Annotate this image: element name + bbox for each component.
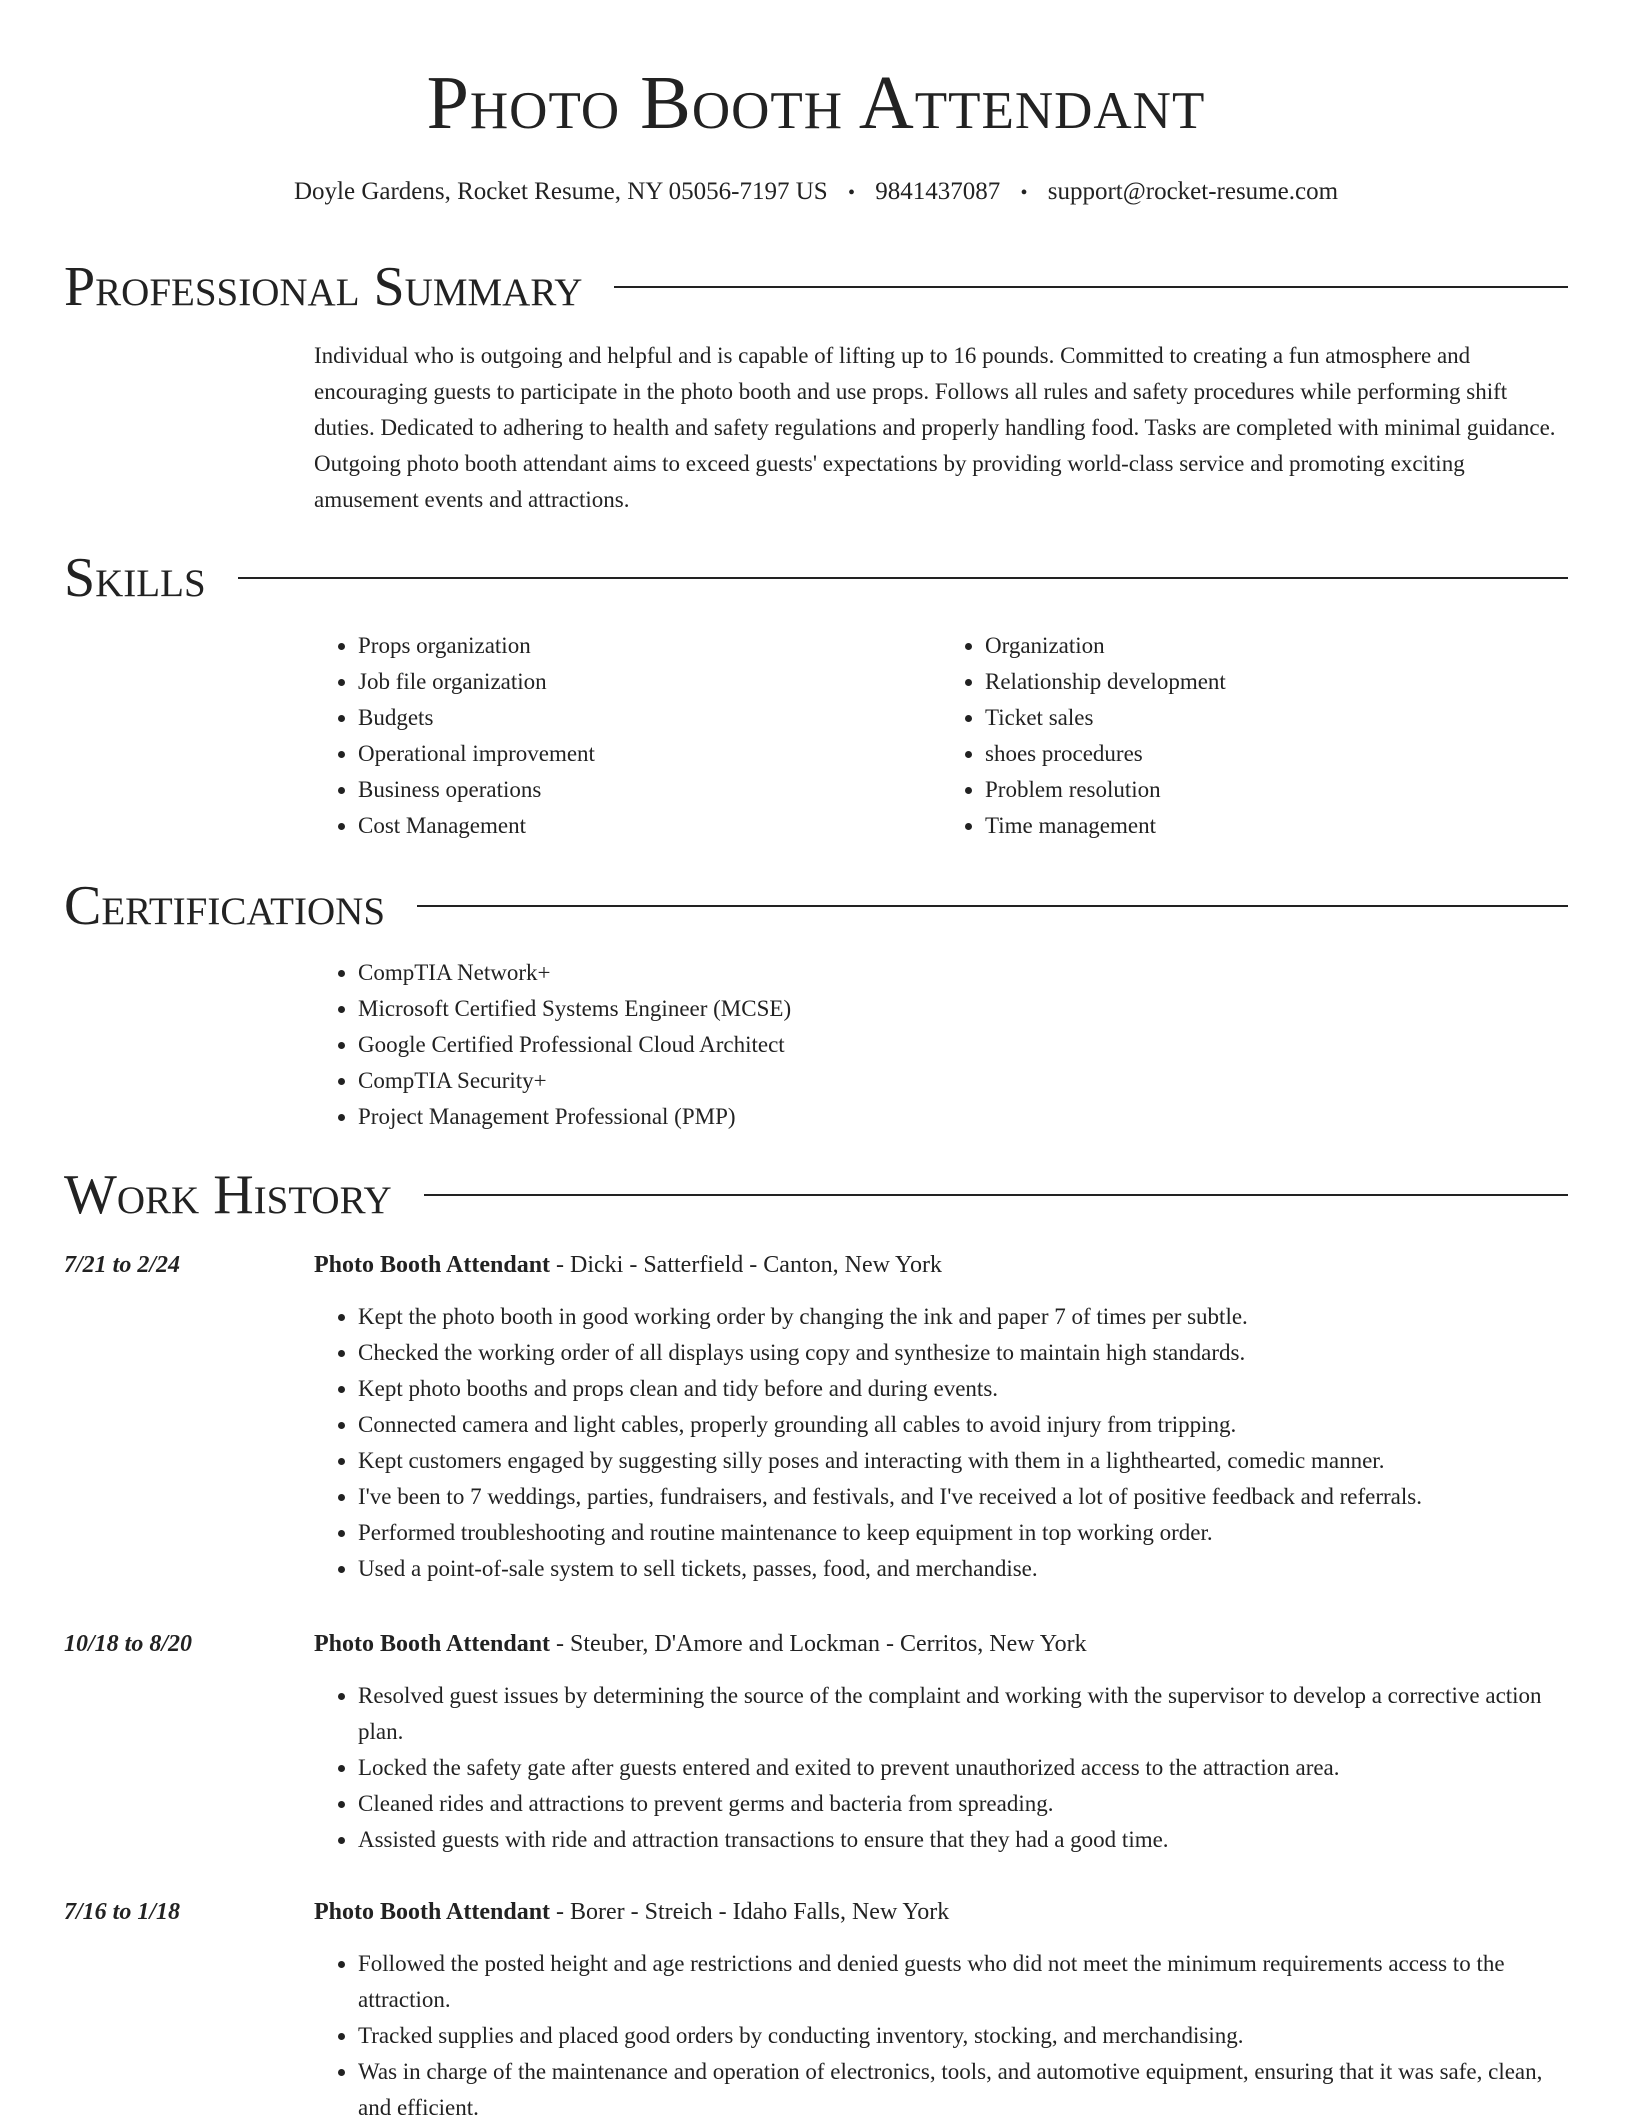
resume-name: Photo Booth Attendant	[426, 61, 1206, 145]
skill-item: • shoes procedures	[985, 736, 1568, 772]
job-employer: - Borer - Streich - Idaho Falls, New York	[550, 1899, 950, 1925]
contact-address: Doyle Gardens, Rocket Resume, NY 05056-7197 US	[293, 178, 828, 205]
summary-section-title: Professional Summary	[64, 256, 583, 318]
contact-separator: •	[1020, 182, 1028, 204]
skill-item: • Ticket sales	[985, 700, 1568, 736]
job-duty-item: • I've been to 7 weddings, parties, fundraisers, and festivals, and I've received a lot of positive feedback and referrals.	[358, 1479, 1568, 1515]
section-divider	[614, 286, 1568, 288]
job-duty-item: • Tracked supplies and placed good orders by conducting inventory, stocking, and merchandising.	[358, 2018, 1568, 2054]
work-history-section-title: Work History	[64, 1164, 392, 1226]
certifications-block	[314, 955, 1568, 1135]
job-duties	[314, 1299, 1568, 1587]
job-duty-item: • Locked the safety gate after guests entered and exited to prevent unauthorized access to the attraction area.	[358, 1750, 1568, 1786]
contact-separator: •	[847, 182, 855, 204]
job-duty-item: • Followed the posted height and age restrictions and denied guests who did not meet the minimum requirements access to the attraction.	[358, 1946, 1568, 2018]
job-duty-item: • Assisted guests with ride and attraction transactions to ensure that they had a good time.	[358, 1822, 1568, 1858]
job-duties-list	[314, 1678, 1568, 1858]
certification-item: • Google Certified Professional Cloud Architect	[358, 1027, 1568, 1063]
work-history-section-header	[64, 1163, 1568, 1227]
skill-item: • Job file organization	[358, 664, 941, 700]
job-duty-item: • Was in charge of the maintenance and operation of electronics, tools, and automotive equipment, ensuring that it was safe, clean, and efficient.	[358, 2054, 1568, 2126]
job-duty-item: • Used a point-of-sale system to sell tickets, passes, food, and merchandise.	[358, 1551, 1568, 1587]
certification-item: • Microsoft Certified Systems Engineer (MCSE)	[358, 991, 1568, 1027]
contact-line	[0, 174, 1632, 211]
job-entry	[64, 1626, 1568, 1858]
job-duties	[314, 1946, 1568, 2126]
job-duty-item: • Kept photo booths and props clean and tidy before and during events.	[358, 1371, 1568, 1407]
job-title: Photo Booth Attendant	[314, 1252, 551, 1278]
skill-item: • Problem resolution	[985, 772, 1568, 808]
section-divider	[238, 577, 1568, 579]
job-dates: 7/21 to 2/24	[64, 1252, 181, 1278]
certification-item: • Project Management Professional (PMP)	[358, 1099, 1568, 1135]
skills-columns	[314, 628, 1568, 844]
job-dates: 10/18 to 8/20	[64, 1631, 193, 1657]
skills-section-title: Skills	[64, 547, 206, 609]
job-header	[64, 1247, 1568, 1283]
job-duties-list	[314, 1299, 1568, 1587]
certifications-section-title: Certifications	[64, 875, 386, 937]
job-duty-item: • Kept the photo booth in good working order by changing the ink and paper 7 of times per subtle.	[358, 1299, 1568, 1335]
certifications-section-header	[64, 874, 1568, 938]
job-dates: 7/16 to 1/18	[64, 1899, 181, 1925]
skills-section-header	[64, 546, 1568, 610]
section-divider	[417, 905, 1568, 907]
job-duty-item: • Cleaned rides and attractions to prevent germs and bacteria from spreading.	[358, 1786, 1568, 1822]
skills-list-left	[314, 628, 941, 844]
certifications-list	[314, 955, 1568, 1135]
job-header	[64, 1894, 1568, 1930]
job-entry	[64, 1247, 1568, 1587]
job-entry	[64, 1894, 1568, 2126]
job-duty-item: • Kept customers engaged by suggesting silly poses and interacting with them in a lighthearted, comedic manner.	[358, 1443, 1568, 1479]
job-employer: - Steuber, D'Amore and Lockman - Cerritos, New York	[550, 1631, 1087, 1657]
certification-item: • CompTIA Network+	[358, 955, 1568, 991]
section-divider	[424, 1194, 1568, 1196]
skill-item: • Props organization	[358, 628, 941, 664]
job-employer: - Dicki - Satterfield - Canton, New York	[550, 1252, 942, 1278]
skill-item: • Relationship development	[985, 664, 1568, 700]
skill-item: • Organization	[985, 628, 1568, 664]
skill-item: • Budgets	[358, 700, 941, 736]
job-duties	[314, 1678, 1568, 1858]
job-title: Photo Booth Attendant	[314, 1899, 551, 1925]
job-duty-item: • Performed troubleshooting and routine maintenance to keep equipment in top working order.	[358, 1515, 1568, 1551]
contact-phone: 9841437087	[875, 178, 1001, 205]
skill-item: • Time management	[985, 808, 1568, 844]
summary-section-header	[64, 255, 1568, 319]
certification-item: • CompTIA Security+	[358, 1063, 1568, 1099]
job-duty-item: • Checked the working order of all displays using copy and synthesize to maintain high standards.	[358, 1335, 1568, 1371]
job-duty-item: • Resolved guest issues by determining the source of the complaint and working with the supervisor to develop a corrective action plan.	[358, 1678, 1568, 1750]
job-duties-list	[314, 1946, 1568, 2126]
job-header	[64, 1626, 1568, 1662]
contact-email: support@rocket-resume.com	[1047, 178, 1339, 205]
job-duty-item: • Connected camera and light cables, properly grounding all cables to avoid injury from tripping.	[358, 1407, 1568, 1443]
skill-item: • Cost Management	[358, 808, 941, 844]
summary-text: Individual who is outgoing and helpful and is capable of lifting up to 16 pounds. Committed to creating a fun atmosphere and encouraging guests to participate in the photo booth and use props. Follows all rules and safety procedures while performing shift duties. Dedicated to adhering to health and safety regulations and properly handling food. Tasks are completed with minimal guidance. Outgoing photo booth attendant aims to exceed guests' expectations by providing world-class service and promoting exciting amusement events and attractions.	[314, 343, 1556, 512]
skills-list-right	[941, 628, 1568, 844]
skill-item: • Business operations	[358, 772, 941, 808]
job-title: Photo Booth Attendant	[314, 1631, 551, 1657]
skill-item: • Operational improvement	[358, 736, 941, 772]
